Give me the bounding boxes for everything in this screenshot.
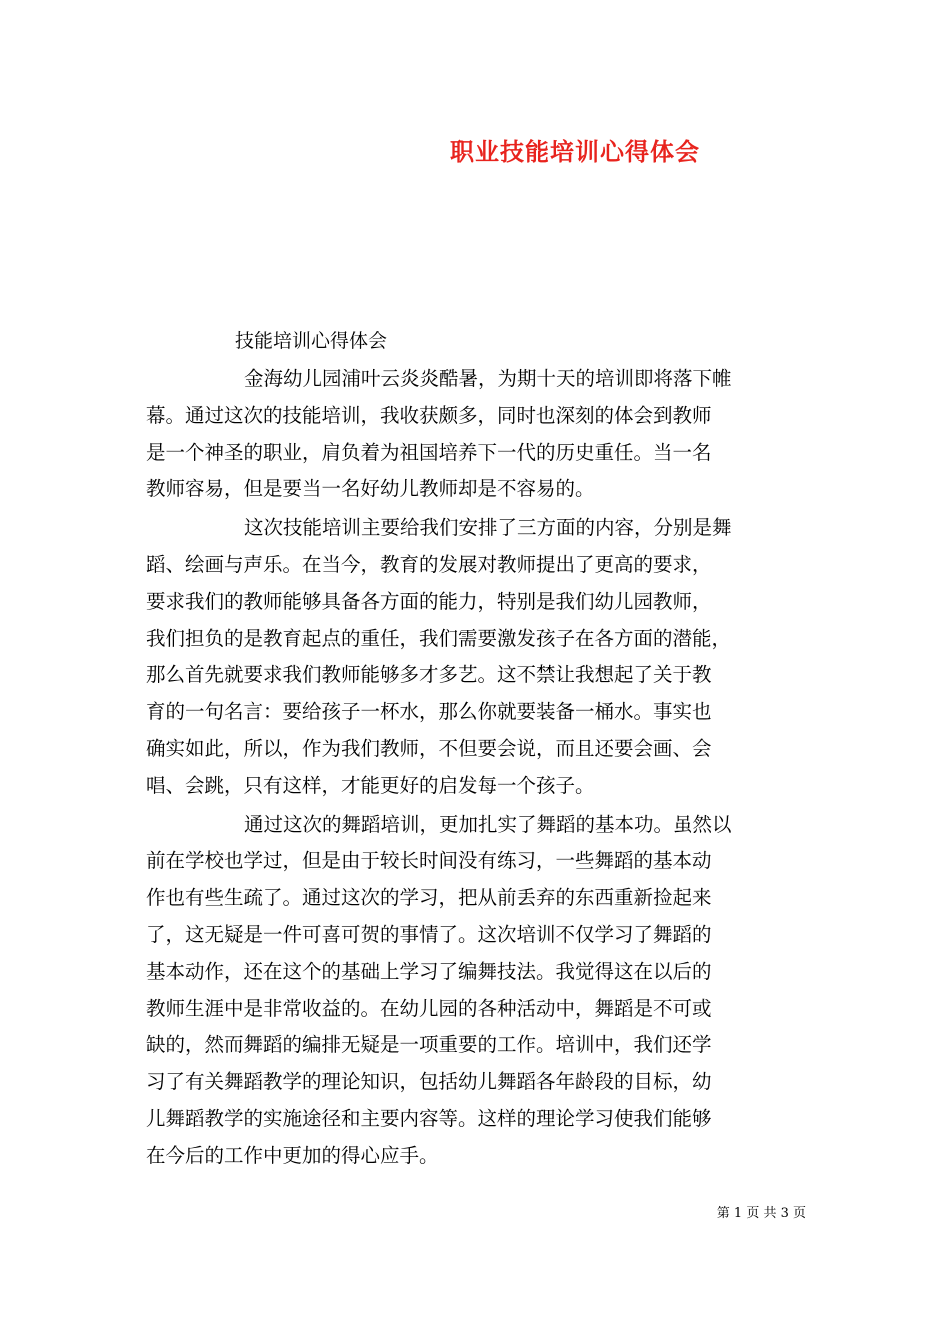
document-title: 职业技能培训心得体会 xyxy=(450,137,700,166)
paragraph-line: 在今后的工作中更加的得心应手。 xyxy=(146,1143,439,1167)
paragraph-line: 幕。通过这次的技能培训，我收获颇多，同时也深刻的体会到教师 xyxy=(146,403,712,427)
paragraph-line: 确实如此，所以，作为我们教师，不但要会说，而且还要会画、会 xyxy=(146,736,712,760)
paragraph-line: 是一个神圣的职业，肩负着为祖国培养下一代的历史重任。当一名 xyxy=(146,440,712,464)
paragraph-line: 了，这无疑是一件可喜可贺的事情了。这次培训不仅学习了舞蹈的 xyxy=(146,922,712,946)
paragraph-line: 缺的，然而舞蹈的编排无疑是一项重要的工作。培训中，我们还学 xyxy=(146,1033,712,1057)
paragraph-line: 教师生涯中是非常收益的。在幼儿园的各种活动中，舞蹈是不可或 xyxy=(146,996,712,1020)
paragraph-line: 这次技能培训主要给我们安排了三方面的内容，分别是舞 xyxy=(244,516,732,540)
page-number: 第 1 页 共 3 页 xyxy=(716,1206,806,1221)
paragraph-line: 习了有关舞蹈教学的理论知识，包括幼儿舞蹈各年龄段的目标，幼 xyxy=(146,1070,712,1094)
paragraph-line: 蹈、绘画与声乐。在当今，教育的发展对教师提出了更高的要求， xyxy=(146,552,712,576)
paragraph-line: 前在学校也学过，但是由于较长时间没有练习，一些舞蹈的基本动 xyxy=(146,849,712,873)
paragraph-1 xyxy=(146,361,806,508)
paragraph-line: 作也有些生疏了。通过这次的学习，把从前丢弃的东西重新捡起来 xyxy=(146,886,712,910)
paragraph-line: 通过这次的舞蹈培训，更加扎实了舞蹈的基本功。虽然以 xyxy=(244,812,732,836)
paragraph-line: 唱、会跳，只有这样，才能更好的启发每一个孩子。 xyxy=(146,773,595,797)
document-subtitle: 技能培训心得体会 xyxy=(235,330,388,352)
paragraph-line: 要求我们的教师能够具备各方面的能力，特别是我们幼儿园教师， xyxy=(146,589,712,613)
paragraph-line: 金海幼儿园浦叶云炎炎酷暑，为期十天的培训即将落下帷 xyxy=(244,367,732,390)
paragraph-line: 育的一句名言：要给孩子一杯水，那么你就要装备一桶水。事实也 xyxy=(146,700,712,724)
paragraph-line: 我们担负的是教育起点的重任，我们需要激发孩子在各方面的潜能， xyxy=(146,626,732,650)
paragraph-line: 教师容易，但是要当一名好幼儿教师却是不容易的。 xyxy=(146,477,595,501)
paragraph-line: 那么首先就要求我们教师能够多才多艺。这不禁让我想起了关于教 xyxy=(146,663,712,687)
paragraph-line: 儿舞蹈教学的实施途径和主要内容等。这样的理论学习使我们能够 xyxy=(146,1106,712,1130)
paragraph-2 xyxy=(146,510,806,804)
paragraph-3 xyxy=(146,807,806,1175)
paragraph-line: 基本动作，还在这个的基础上学习了编舞技法。我觉得这在以后的 xyxy=(146,959,712,983)
document-body xyxy=(146,361,806,1175)
